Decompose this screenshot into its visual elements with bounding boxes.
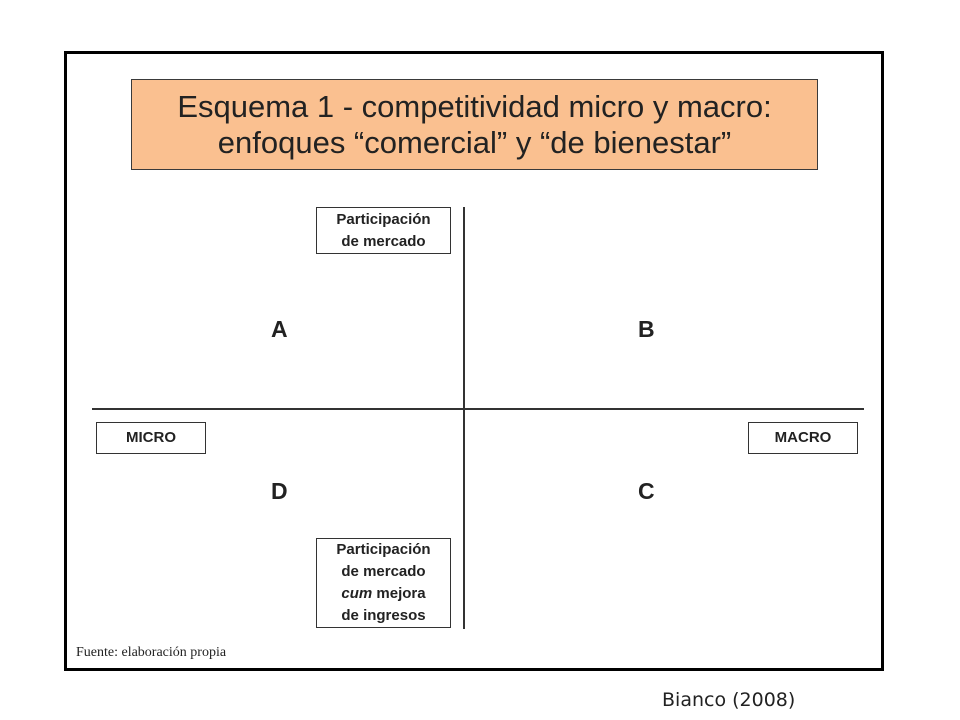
title-line-1: Esquema 1 - competitividad micro y macro: (177, 88, 772, 124)
quadrant-c: C (638, 478, 655, 504)
quadrant-d: D (271, 478, 288, 504)
top-label-line-1: Participación (336, 210, 431, 228)
macro-label (748, 422, 858, 454)
bottom-label-line-2: de mercado (341, 563, 426, 580)
bottom-axis-label (316, 538, 451, 628)
micro-label-text: MICRO (126, 429, 176, 446)
source-note: Fuente: elaboración propia (76, 645, 227, 660)
quadrant-b: B (638, 316, 655, 342)
diagram-title (131, 79, 818, 170)
horizontal-axis (92, 408, 864, 410)
bottom-label-line-1: Participación (336, 541, 431, 558)
cum-italic: cum (341, 585, 373, 602)
top-label-line-2: de mercado (341, 232, 426, 250)
top-axis-label (316, 207, 451, 254)
citation: Bianco (2008) (662, 689, 796, 711)
quadrant-a: A (271, 316, 288, 342)
title-line-2: enfoques “comercial” y “de bienestar” (217, 124, 732, 160)
bottom-label-line-3-rest: mejora (372, 585, 426, 602)
vertical-axis (463, 207, 465, 629)
bottom-label-line-3 (341, 583, 425, 605)
bottom-label-line-4: de ingresos (341, 607, 426, 624)
macro-label-text: MACRO (774, 429, 832, 446)
micro-label (96, 422, 206, 454)
